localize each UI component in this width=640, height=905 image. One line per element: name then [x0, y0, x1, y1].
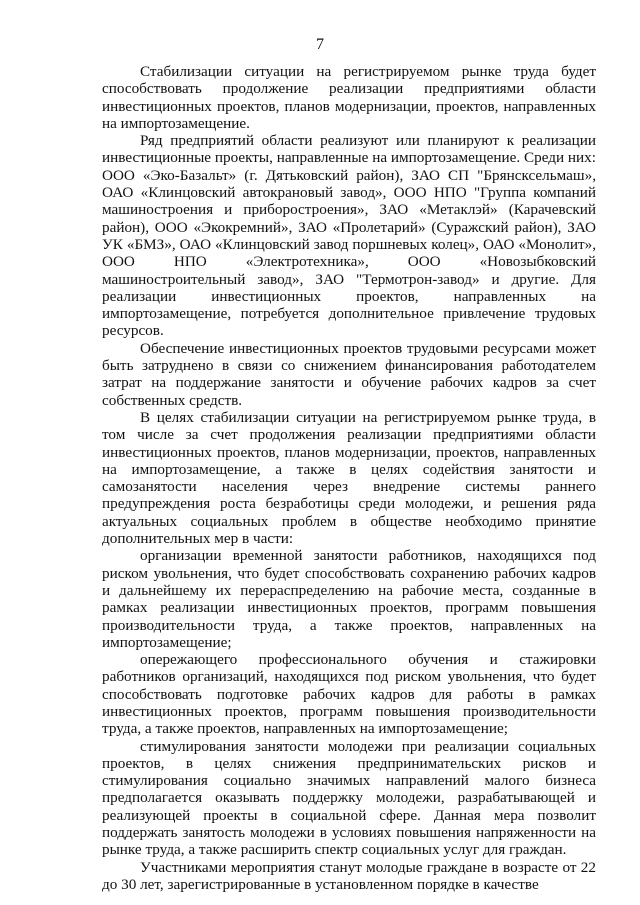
paragraph-7: стимулирования занятости молодежи при реализации социальных проектов, в целях снижения предпринимательских рисков и стимулирования социально значимых направлений малого бизнеса предполагается оказывать поддержку молодежи, разрабатывающей и реализующей проекты в социальной сфере. Данная мера позволит поддержать занятость молодежи в условиях повышения напряженности на рынке труда, а также расширить спектр социальных услуг для граждан. [102, 737, 596, 859]
paragraph-5: организации временной занятости работников, находящихся под риском увольнения, что будет способствовать сохранению рабочих кадров и дальнейшему их перераспределению на рабочие места, созданные в рамках реализации инвестиционных проектов, программ повышения производительности труда, а также проектов, направленных на импортозамещение; [102, 547, 596, 651]
page-number: 7 [316, 36, 324, 53]
paragraph-6: опережающего профессионального обучения и стажировки работников организаций, находящихся под риском увольнения, что будет способствовать подготовке рабочих кадров для работы в рамках инвестиционных проектов, программ повышения производительности труда, а также проектов, направленных на импортозамещение; [102, 651, 596, 738]
paragraph-2: Ряд предприятий области реализуют или планируют к реализации инвестиционные проекты, направленные на импортозамещение. Среди них: ООО «Эко-Базальт» (г. Дятьковский район), ЗАО СП "Брянсксельмаш», ОАО «Клинцовский автокрановый завод», ООО НПО "Группа компаний машиностроения и приборостроения», ЗАО «Метаклэй» (Карачевский район), ООО «Экокремний», ЗАО «Пролетарий» (Суражский район), ЗАО УК «БМЗ», ОАО «Клинцовский завод поршневых колец», ОАО «Монолит», ООО НПО «Электротехника», ООО «Новозыбковский машиностроительный завод», ЗАО "Термотрон-завод» и другие. Для реализации инвестиционных проектов, направленных на импортозамещение, потребуется дополнительное привлечение трудовых ресурсов. [102, 132, 596, 340]
document-body [102, 63, 596, 893]
paragraph-1: Стабилизации ситуации на регистрируемом рынке труда будет способствовать продолжение реализации предприятиями области инвестиционных проектов, планов модернизации, проектов, направленных на импортозамещение. [102, 63, 596, 132]
paragraph-4: В целях стабилизации ситуации на регистрируемом рынке труда, в том числе за счет продолжения реализации предприятиями области инвестиционных проектов, планов модернизации, проектов, направленных на импортозамещение, а также в целях содействия занятости и самозанятости населения через внедрение системы раннего предупреждения роста безработицы среди молодежи, и решения ряда актуальных социальных проблем в обществе необходимо принятие дополнительных мер в части: [102, 408, 596, 548]
paragraph-8: Участниками мероприятия станут молодые граждане в возрасте от 22 до 30 лет, зарегистрированные в установленном порядке в качестве [102, 858, 596, 893]
paragraph-3: Обеспечение инвестиционных проектов трудовыми ресурсами может быть затруднено в связи со снижением финансирования работодателем затрат на поддержание занятости и обучение рабочих кадров за счет собственных средств. [102, 339, 596, 409]
